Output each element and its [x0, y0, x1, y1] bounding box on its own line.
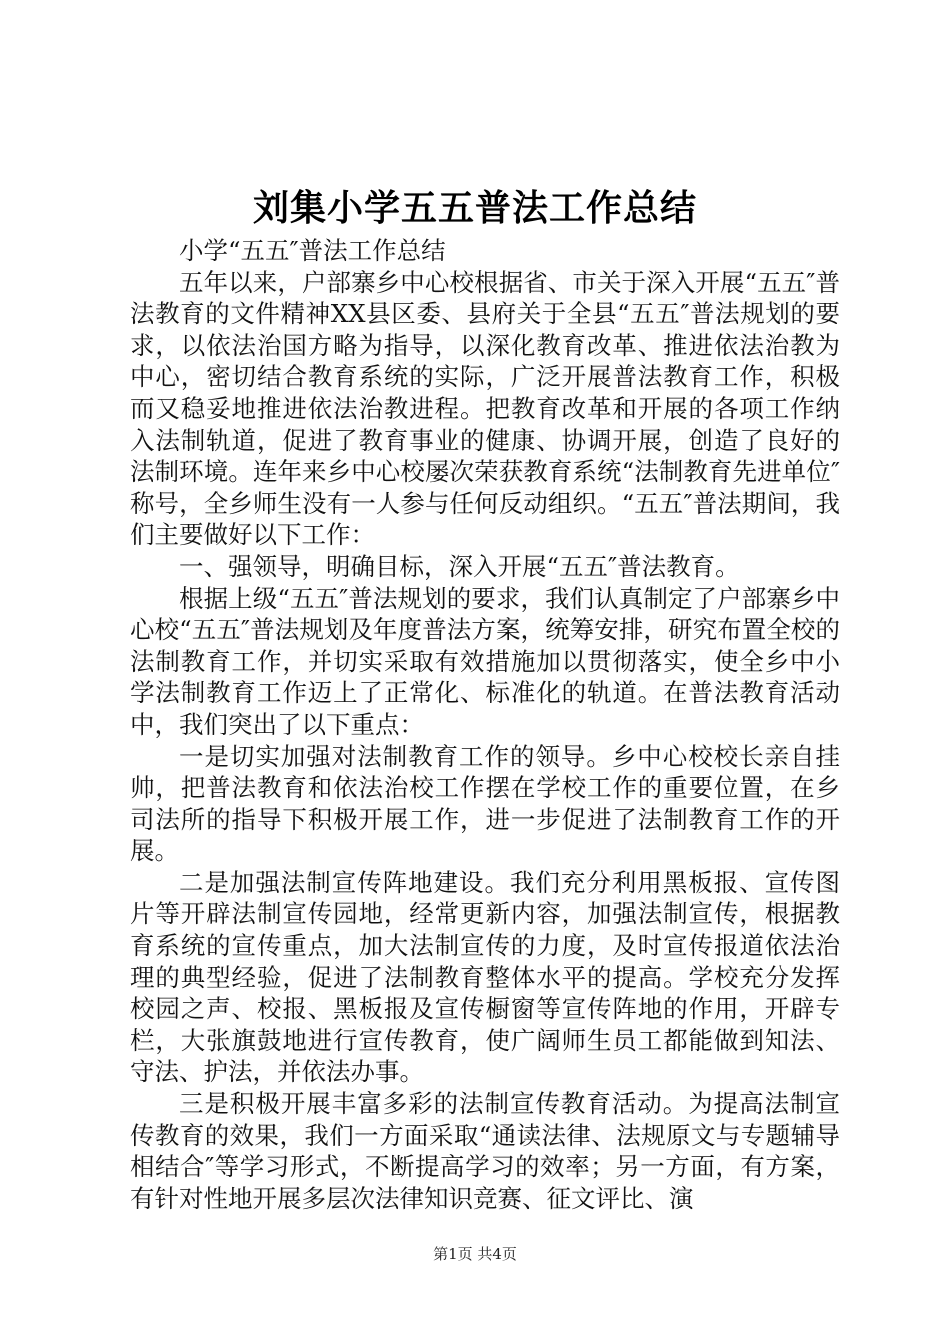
section-heading: 一、强领导，明确目标，深入开展“五五″普法教育。: [179, 551, 740, 581]
body-paragraph: 三是积极开展丰富多彩的法制宣传教育活动。为提高法制宣传教育的效果，我们一方面采取“通读法律、法规原文与专题辅导相结合″等学习形式，不断提高学习的效率；另一方面，有方案，有针对性地开展多层次法律知识竞赛、征文评比、演: [130, 1089, 840, 1213]
page-number-footer: 第1页 共4页: [433, 1245, 517, 1263]
document-body: [130, 235, 840, 1214]
document-title: 刘集小学五五普法工作总结: [252, 187, 697, 229]
body-paragraph: 二是加强法制宣传阵地建设。我们充分利用黑板报、宣传图片等开辟法制宣传园地，经常更新内容，加强法制宣传，根据教育系统的宣传重点，加大法制宣传的力度，及时宣传报道依法治理的典型经验，促进了法制教育整体水平的提高。学校充分发挥校园之声、校报、黑板报及宣传橱窗等宣传阵地的作用，开辟专栏，大张旗鼓地进行宣传教育，使广阔师生员工都能做到知法、守法、护法，并依法办事。: [130, 867, 840, 1087]
body-paragraph: 五年以来，户部寨乡中心校根据省、市关于深入开展“五五″普法教育的文件精神XX县区委、县府关于全县“五五″普法规划的要求，以依法治国方略为指导，以深化教育改革、推进依法治教为中心，密切结合教育系统的实际，广泛开展普法教育工作，积极而又稳妥地推进依法治教进程。把教育改革和开展的各项工作纳入法制轨道，促进了教育事业的健康、协调开展，创造了良好的法制环境。连年来乡中心校屡次荣获教育系统“法制教育先进单位″称号，全乡师生没有一人参与任何反动组织。“五五″普法期间，我们主要做好以下工作：: [130, 267, 840, 550]
body-paragraph: 根据上级“五五″普法规划的要求，我们认真制定了户部寨乡中心校“五五″普法规划及年度普法方案，统筹安排，研究布置全校的法制教育工作，并切实采取有效措施加以贯彻落实，使全乡中小学法制教育工作迈上了正常化、标准化的轨道。在普法教育活动中，我们突出了以下重点：: [130, 583, 840, 739]
body-paragraph: 一是切实加强对法制教育工作的领导。乡中心校校长亲自挂帅，把普法教育和依法治校工作摆在学校工作的重要位置，在乡司法所的指导下积极开展工作，进一步促进了法制教育工作的开展。: [130, 741, 840, 866]
subtitle-paragraph: 小学“五五″普法工作总结: [179, 236, 446, 265]
